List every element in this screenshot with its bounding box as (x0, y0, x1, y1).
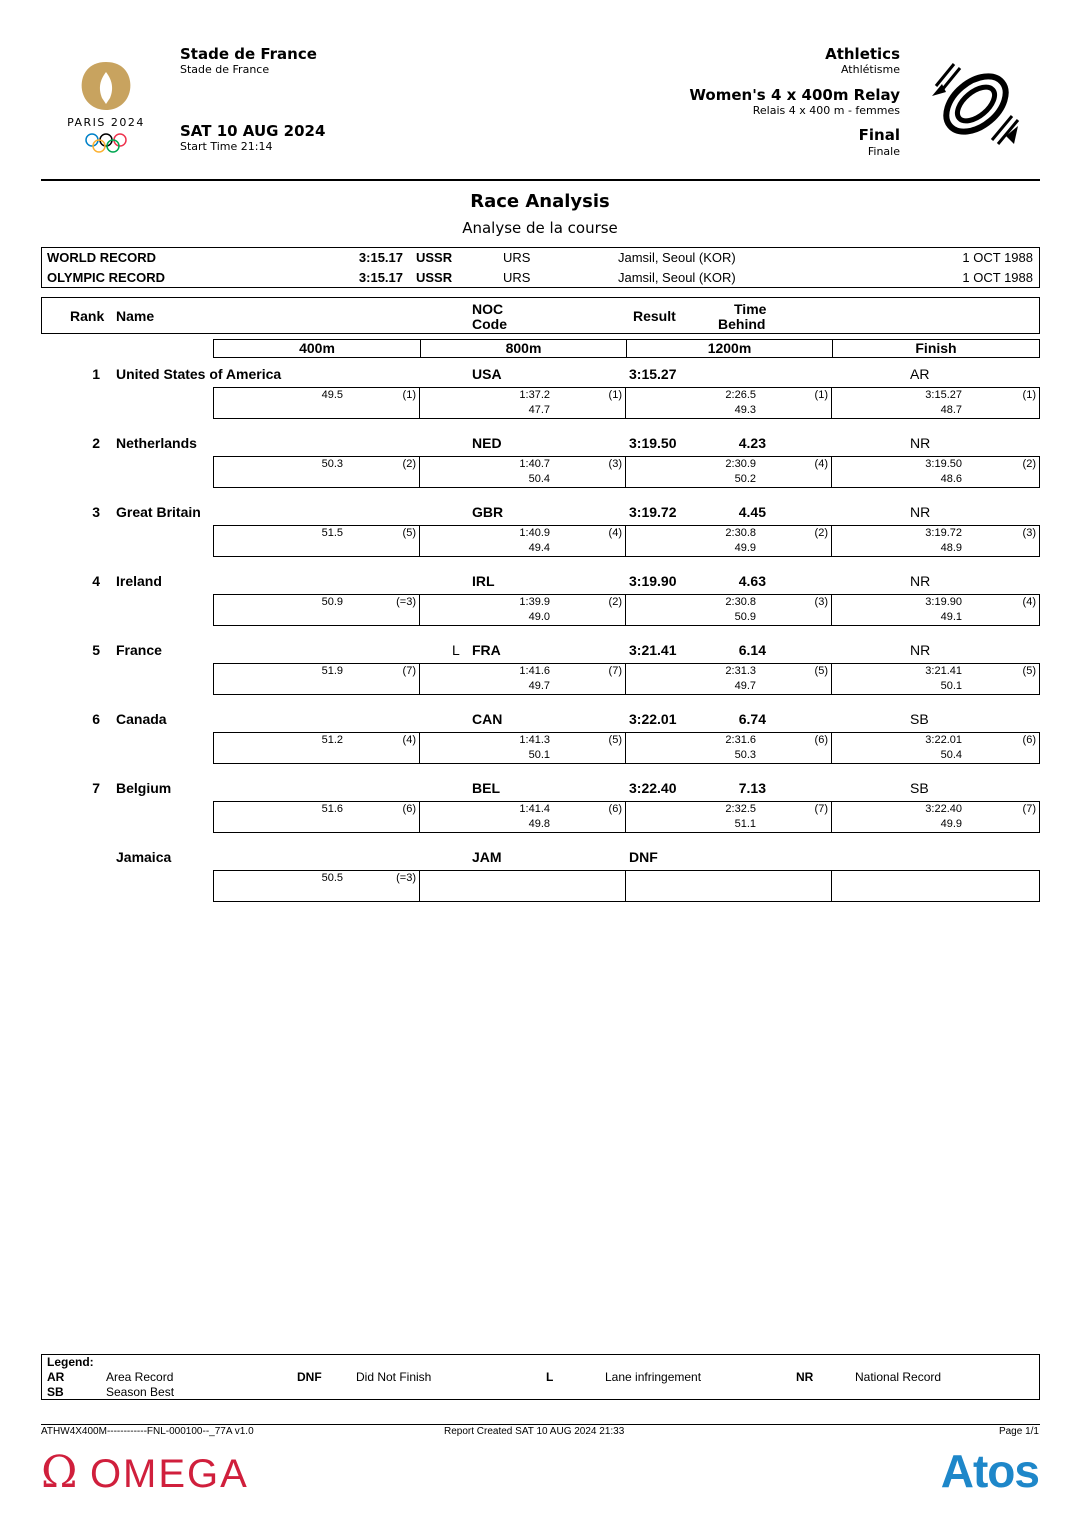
logo-text: PARIS 2024 (67, 116, 145, 129)
split-lap: 48.7 (940, 404, 962, 416)
split-divider (419, 801, 420, 833)
record-noc: URS (503, 250, 531, 265)
split-divider (625, 594, 626, 626)
team-noc: CAN (472, 711, 503, 727)
split-rank: (7) (608, 665, 622, 677)
split-time: 3:19.72 (925, 527, 962, 539)
split-rank: (=3) (396, 596, 416, 608)
sport-fr: Athlétisme (840, 63, 900, 76)
split-rank: (7) (402, 665, 416, 677)
record-time: 3:15.17 (358, 250, 403, 265)
record-time: 3:15.17 (358, 270, 403, 285)
split-rank: (6) (814, 734, 828, 746)
record-noc: URS (503, 270, 531, 285)
legend-title: Legend: (47, 1355, 94, 1369)
paris-2024-logo (64, 58, 148, 154)
team-name: Canada (116, 711, 167, 727)
team-record: NR (910, 435, 931, 451)
split-time: 51.2 (321, 734, 343, 746)
team-result: 3:22.01 (629, 711, 677, 727)
split-time: 1:40.7 (519, 458, 550, 470)
split-rank: (=3) (396, 872, 416, 884)
legend-code: L (546, 1370, 554, 1384)
split-rank: (5) (1022, 665, 1036, 677)
split-lap: 50.1 (940, 680, 962, 692)
split-lap: 50.3 (734, 749, 756, 761)
split-divider (831, 456, 832, 488)
split-rank: (5) (814, 665, 828, 677)
split-header (213, 339, 1040, 358)
legend-code: AR (47, 1370, 65, 1384)
record-team: USSR (416, 250, 453, 265)
team-rank: 6 (92, 711, 100, 727)
split-lap: 47.7 (528, 404, 550, 416)
col-time: Time (734, 301, 767, 317)
event-name: Women's 4 x 400m Relay (689, 86, 900, 104)
legend-text: Area Record (106, 1370, 174, 1384)
split-lap: 49.9 (734, 542, 756, 554)
split-rank: (6) (1022, 734, 1036, 746)
split-rank: (2) (1022, 458, 1036, 470)
split-divider (831, 525, 832, 557)
start-time: Start Time 21:14 (180, 140, 273, 153)
split-time: 2:31.3 (725, 665, 756, 677)
footer-page: Page 1/1 (998, 1426, 1039, 1437)
split-lap: 49.7 (528, 680, 550, 692)
split-time: 2:30.8 (725, 596, 756, 608)
team-record: NR (910, 573, 931, 589)
split-divider (419, 870, 420, 902)
split-divider (831, 594, 832, 626)
record-label: OLYMPIC RECORD (47, 270, 165, 285)
split-time: 2:32.5 (725, 803, 756, 815)
split-lap: 49.7 (734, 680, 756, 692)
team-behind: 4.23 (738, 435, 766, 451)
split-rank: (2) (402, 458, 416, 470)
split-lap: 50.4 (940, 749, 962, 761)
team-name: United States of America (116, 366, 282, 382)
split-lap: 49.3 (734, 404, 756, 416)
split-lap: 48.9 (940, 542, 962, 554)
split-time: 2:30.9 (725, 458, 756, 470)
split-time: 1:39.9 (519, 596, 550, 608)
split-time: 1:41.3 (519, 734, 550, 746)
split-time: 2:30.8 (725, 527, 756, 539)
col-noc: NOC (472, 301, 504, 317)
legend-text: Did Not Finish (356, 1370, 432, 1384)
split-time: 3:19.90 (925, 596, 962, 608)
record-date: 1 OCT 1988 (962, 270, 1033, 285)
team-name: Belgium (116, 780, 172, 796)
split-rank: (2) (608, 596, 622, 608)
split-divider (419, 732, 420, 764)
split-rank: (6) (402, 803, 416, 815)
split-lap: 48.6 (940, 473, 962, 485)
legend-text: Lane infringement (605, 1370, 702, 1384)
team-name: Ireland (116, 573, 162, 589)
split-rank: (4) (608, 527, 622, 539)
split-time: 51.6 (321, 803, 343, 815)
team-noc: BEL (472, 780, 500, 796)
split-head-400: 400m (214, 340, 421, 357)
split-rank: (3) (814, 596, 828, 608)
split-rank: (2) (814, 527, 828, 539)
split-time: 3:22.01 (925, 734, 962, 746)
footer-created: Report Created SAT 10 AUG 2024 21:33 (444, 1426, 625, 1437)
split-head-finish: Finish (915, 340, 957, 356)
split-time: 3:15.27 (925, 389, 962, 401)
split-divider (831, 663, 832, 695)
split-rank: (4) (814, 458, 828, 470)
split-divider (625, 801, 626, 833)
split-time: 3:19.50 (925, 458, 962, 470)
split-lap: 49.1 (940, 611, 962, 623)
legend-text: National Record (855, 1370, 942, 1384)
team-noc: GBR (472, 504, 504, 520)
team-record: NR (910, 504, 931, 520)
team-record: SB (910, 780, 929, 796)
split-rank: (6) (608, 803, 622, 815)
split-divider (625, 387, 626, 419)
split-rank: (1) (1022, 389, 1036, 401)
split-divider (831, 801, 832, 833)
team-noc: USA (472, 366, 502, 382)
omega-logo (41, 1447, 249, 1498)
split-divider (625, 663, 626, 695)
records-box (41, 247, 1040, 288)
team-behind: 6.14 (738, 642, 766, 658)
team-noc: FRA (472, 642, 501, 658)
team-behind: 7.13 (738, 780, 766, 796)
athletics-pictogram-icon (928, 56, 1024, 152)
split-divider (419, 594, 420, 626)
split-lap: 50.4 (528, 473, 550, 485)
split-rank: (5) (608, 734, 622, 746)
split-time: 2:31.6 (725, 734, 756, 746)
legend-code: NR (796, 1370, 814, 1384)
record-date: 1 OCT 1988 (962, 250, 1033, 265)
split-time: 1:37.2 (519, 389, 550, 401)
split-time: 51.9 (321, 665, 343, 677)
team-rank: 7 (92, 780, 100, 796)
split-lap: 50.9 (734, 611, 756, 623)
team-record: SB (910, 711, 929, 727)
split-time: 1:40.9 (519, 527, 550, 539)
lane-flag: L (452, 642, 460, 658)
team-name: Jamaica (116, 849, 172, 865)
atos-logo: Atos (940, 1445, 1039, 1497)
split-time: 1:41.4 (519, 803, 550, 815)
split-time: 50.3 (321, 458, 343, 470)
report-subtitle: Analyse de la course (462, 219, 618, 237)
split-divider (831, 732, 832, 764)
split-lap: 49.4 (528, 542, 550, 554)
team-result: 3:22.40 (629, 780, 677, 796)
team-result: 3:19.50 (629, 435, 677, 451)
split-rank: (1) (402, 389, 416, 401)
split-lap: 49.0 (528, 611, 550, 623)
record-team: USSR (416, 270, 453, 285)
split-time: 3:22.40 (925, 803, 962, 815)
split-divider (831, 387, 832, 419)
split-time: 3:21.41 (925, 665, 962, 677)
team-result: DNF (629, 849, 658, 865)
split-rank: (7) (1022, 803, 1036, 815)
team-name: Netherlands (116, 435, 197, 451)
split-head-800: 800m (421, 340, 627, 357)
event-name-fr: Relais 4 x 400 m - femmes (752, 104, 900, 117)
omega-symbol-icon: Ω (41, 1447, 78, 1498)
team-rank: 3 (92, 504, 100, 520)
split-time: 50.5 (321, 872, 343, 884)
team-name: Great Britain (116, 504, 201, 520)
split-divider (419, 525, 420, 557)
split-divider (625, 525, 626, 557)
team-behind: 4.63 (738, 573, 766, 589)
split-rank: (5) (402, 527, 416, 539)
team-behind: 6.74 (738, 711, 766, 727)
split-head-1200: 1200m (627, 340, 833, 357)
team-record: AR (910, 366, 930, 382)
split-rank: (7) (814, 803, 828, 815)
team-result: 3:19.72 (629, 504, 677, 520)
split-divider (625, 732, 626, 764)
team-result: 3:21.41 (629, 642, 677, 658)
olympic-rings-icon (64, 132, 148, 154)
split-divider (419, 663, 420, 695)
split-divider (625, 870, 626, 902)
sport: Athletics (825, 45, 900, 63)
col-behind: Behind (718, 316, 766, 332)
team-rank: 2 (92, 435, 100, 451)
team-rank: 5 (92, 642, 100, 658)
col-result: Result (633, 308, 676, 324)
record-label: WORLD RECORD (47, 250, 157, 265)
split-rank: (1) (608, 389, 622, 401)
team-result: 3:15.27 (629, 366, 677, 382)
split-rank: (4) (1022, 596, 1036, 608)
col-code: Code (472, 316, 507, 332)
split-time: 51.5 (321, 527, 343, 539)
team-noc: JAM (472, 849, 502, 865)
omega-wordmark: OMEGA (89, 1452, 249, 1496)
phase-fr: Finale (867, 145, 900, 158)
legend-code: DNF (297, 1370, 322, 1384)
report-title: Race Analysis (470, 191, 610, 212)
team-name: France (116, 642, 162, 658)
split-time: 49.5 (321, 389, 343, 401)
split-rank: (3) (608, 458, 622, 470)
legend-text: Season Best (106, 1385, 175, 1399)
legend-code: SB (47, 1385, 64, 1399)
split-divider (419, 456, 420, 488)
split-lap: 50.2 (734, 473, 756, 485)
event-date: SAT 10 AUG 2024 (180, 122, 326, 140)
split-lap: 49.8 (528, 818, 550, 830)
split-divider (419, 387, 420, 419)
team-behind: 4.45 (738, 504, 766, 520)
split-lap: 49.9 (940, 818, 962, 830)
col-name: Name (116, 308, 155, 324)
split-rank: (1) (814, 389, 828, 401)
team-noc: NED (472, 435, 502, 451)
team-noc: IRL (472, 573, 495, 589)
column-header (41, 297, 1040, 334)
col-rank: Rank (70, 308, 105, 324)
split-divider (831, 870, 832, 902)
team-rank: 4 (92, 573, 100, 589)
footer-code: ATHW4X400M------------FNL-000100--_77A v1.0 (41, 1426, 254, 1437)
team-record: NR (910, 642, 931, 658)
team-result: 3:19.90 (629, 573, 677, 589)
split-rank: (4) (402, 734, 416, 746)
venue-fr: Stade de France (180, 63, 270, 76)
split-rank: (3) (1022, 527, 1036, 539)
split-divider (625, 456, 626, 488)
venue: Stade de France (180, 45, 317, 63)
phase: Final (858, 126, 900, 144)
header-divider (41, 179, 1040, 181)
split-time: 2:26.5 (725, 389, 756, 401)
footer-divider (41, 1424, 1040, 1425)
split-time: 50.9 (321, 596, 343, 608)
split-time: 1:41.6 (519, 665, 550, 677)
team-rank: 1 (92, 366, 100, 382)
split-lap: 51.1 (734, 818, 756, 830)
split-lap: 50.1 (528, 749, 550, 761)
record-place: Jamsil, Seoul (KOR) (618, 270, 736, 285)
record-place: Jamsil, Seoul (KOR) (618, 250, 736, 265)
